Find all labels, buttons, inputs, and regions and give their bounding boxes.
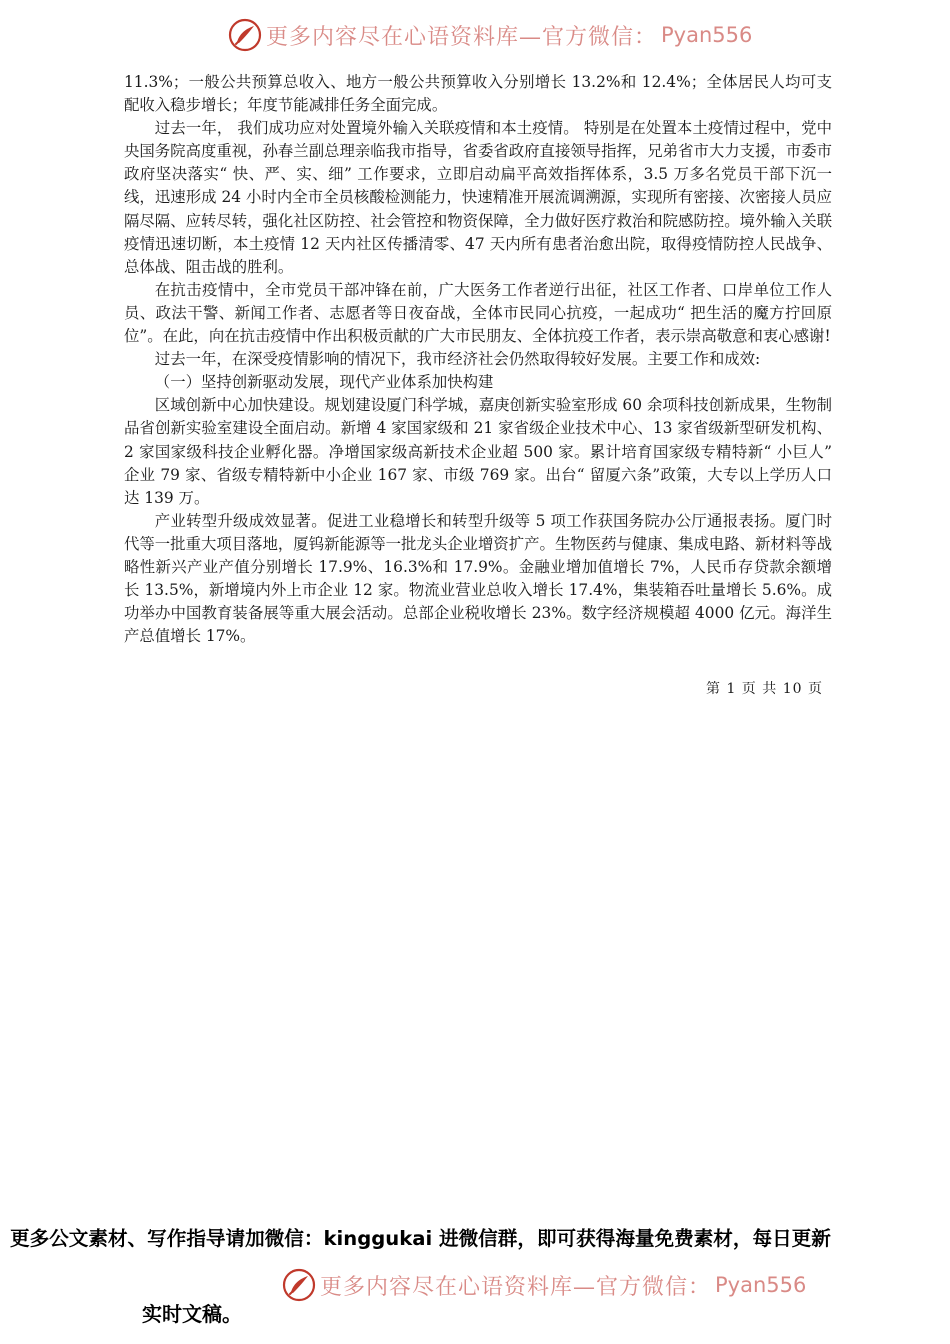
watermark-bottom — [282, 1268, 806, 1302]
watermark-text: 更多内容尽在心语资料库—官方微信： — [320, 1274, 712, 1300]
brand-logo-icon — [228, 18, 262, 52]
paragraph: 在抗击疫情中，全市党员干部冲锋在前，广大医务工作者逆行出征，社区工作者、口岸单位工作人员、政法干警、新闻工作者、志愿者等日夜奋战，全体市民同心抗疫，一起成功“ 把生活的魔方拧回原位”。在此，向在抗击疫情中作出积极贡献的广大市民朋友、全体抗疫工作者，表示崇高敬意和衷心感谢! — [124, 280, 832, 346]
paragraph: 区域创新中心加快建设。规划建设厦门科学城，嘉庚创新实验室形成 60 余项科技创新成果，生物制品省创新实验室建设全面启动。新增 4 家国家级和 21 家省级企业技术中心、13 家省级新型研发机构、2 家国家级科技企业孵化器。净增国家级高新技术企业超 500 家。累计培育国家级专精特新“ 小巨人” 企业 79 家、省级专精特新中小企业 167 家、市级 769 家。出台“ 留厦六条”政策，大专以上学历人口达 139 万。 — [124, 396, 832, 507]
watermark-id: Pyan556 — [715, 1273, 807, 1297]
paragraph: 产业转型升级成效显著。促进工业稳增长和转型升级等 5 项工作获国务院办公厅通报表扬。厦门时代等一批重大项目落地，厦钨新能源等一批龙头企业增资扩产。生物医药与健康、集成电路、新材料等战略性新兴产业产值分别增长 17.9%、16.3%和 17.9%。金融业增加值增长 7%，人民币存贷款余额增长 13.5%，新增境内外上市企业 12 家。物流业营业总收入增长 17.4%，集装箱吞吐量增长 5.6%。成功举办中国教育装备展等重大展会活动。总部企业税收增长 23%。数字经济规模超 4000 亿元。海洋生产总值增长 17%。 — [124, 511, 832, 646]
page-number: 第 1 页 共 10 页 — [706, 681, 823, 697]
document-body — [124, 71, 832, 648]
promo-line-1: 更多公文素材、写作指导请加微信：kinggukai 进微信群，即可获得海量免费素材，每日更新 — [10, 1227, 831, 1250]
promo-line-2: 实时文稿。 — [142, 1302, 242, 1326]
watermark-text: 更多内容尽在心语资料库—官方微信： — [266, 24, 658, 50]
paragraph: 过去一年，在深受疫情影响的情况下，我市经济社会仍然取得较好发展。主要工作和成效: — [154, 350, 761, 369]
watermark-id: Pyan556 — [661, 23, 753, 47]
section-heading: （一）坚持创新驱动发展，现代产业体系加快构建 — [154, 373, 494, 392]
brand-logo-icon — [282, 1268, 316, 1302]
paragraph: 11.3%；一般公共预算总收入、地方一般公共预算收入分别增长 13.2%和 12.4%；全体居民人均可支配收入稳步增长；年度节能减排任务全面完成。 — [124, 73, 832, 115]
watermark-top — [228, 18, 752, 52]
paragraph: 过去一年， 我们成功应对处置境外输入关联疫情和本土疫情。 特别是在处置本土疫情过程中，党中央国务院高度重视，孙春兰副总理亲临我市指导，省委省政府直接领导指挥，兄弟省市大力支援，市委市政府坚决落实“ 快、严、实、细” 工作要求，立即启动扁平高效指挥体系，3.5 万多名党员干部下沉一线，迅速形成 24 小时内全市全员核酸检测能力，快速精准开展流调溯源，实现所有密接、次密接人员应隔尽隔、应转尽转，强化社区防控、社会管控和物资保障，全力做好医疗救治和院感防控。境外输入关联疫情迅速切断，本土疫情 12 天内社区传播清零、47 天内所有患者治愈出院，取得疫情防控人民战争、总体战、阻击战的胜利。 — [124, 119, 832, 276]
